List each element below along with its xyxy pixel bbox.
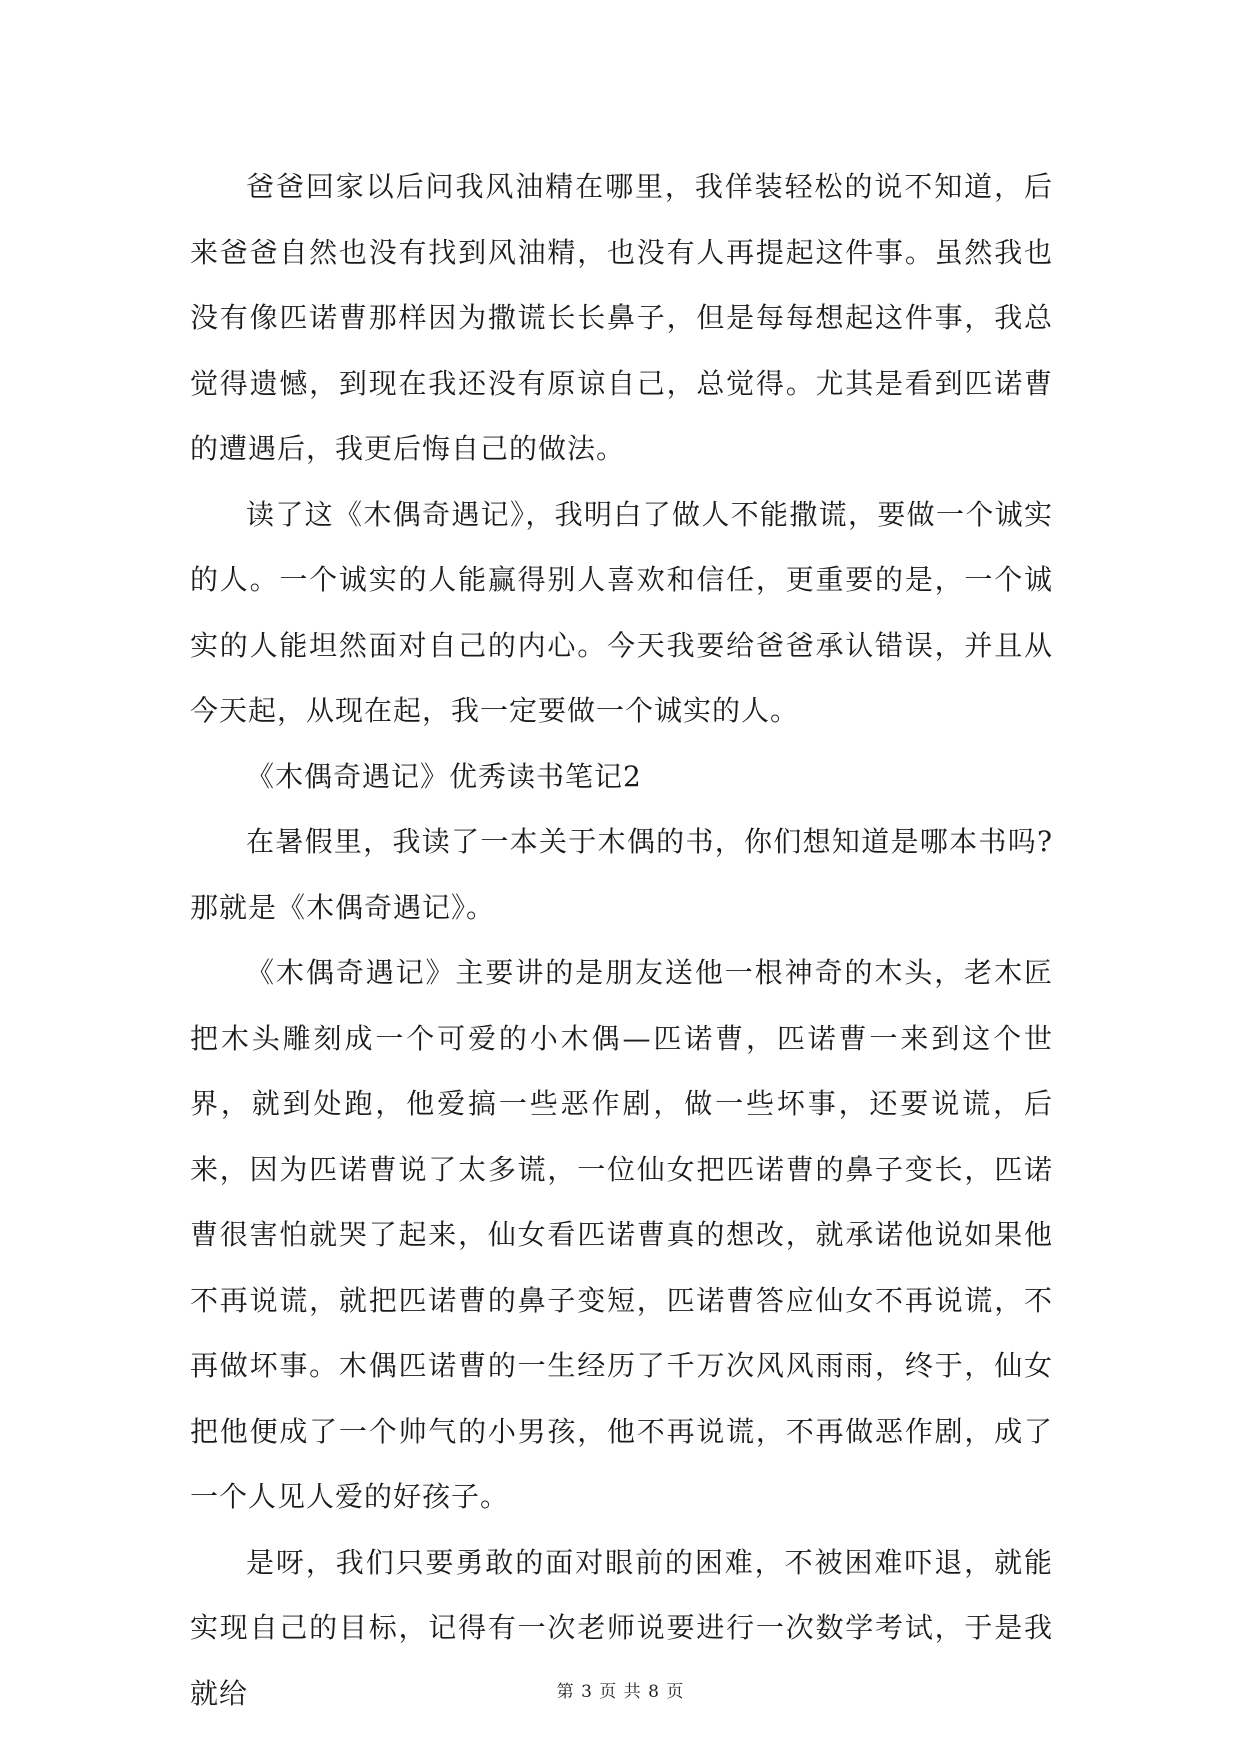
- paragraph: 《木偶奇遇记》主要讲的是朋友送他一根神奇的木头，老木匠把木头雕刻成一个可爱的小木偶—匹诺曹，匹诺曹一来到这个世界，就到处跑，他爱搞一些恶作剧，做一些坏事，还要说谎，后来，因为匹诺曹说了太多谎，一位仙女把匹诺曹的鼻子变长，匹诺曹很害怕就哭了起来，仙女看匹诺曹真的想改，就承诺他说如果他不再说谎，就把匹诺曹的鼻子变短，匹诺曹答应仙女不再说谎，不再做坏事。木偶匹诺曹的一生经历了千万次风风雨雨，终于，仙女把他便成了一个帅气的小男孩，他不再说谎，不再做恶作剧，成了一个人见人爱的好孩子。: [190, 956, 1053, 1513]
- paragraph: 爸爸回家以后问我风油精在哪里，我佯装轻松的说不知道，后来爸爸自然也没有找到风油精，也没有人再提起这件事。虽然我也没有像匹诺曹那样因为撒谎长长鼻子，但是每每想起这件事，我总觉得遗憾，到现在我还没有原谅自己，总觉得。尤其是看到匹诺曹的遭遇后，我更后悔自己的做法。: [190, 170, 1053, 465]
- page-number-footer: 第 3 页 共 8 页: [556, 1682, 685, 1702]
- document-body: [190, 154, 1053, 1726]
- paragraph: 在暑假里，我读了一本关于木偶的书，你们想知道是哪本书吗?那就是《木偶奇遇记》。: [190, 825, 1053, 924]
- section-heading: 《木偶奇遇记》优秀读书笔记2: [246, 759, 642, 793]
- paragraph: 读了这《木偶奇遇记》，我明白了做人不能撒谎，要做一个诚实的人。一个诚实的人能赢得别人喜欢和信任，更重要的是，一个诚实的人能坦然面对自己的内心。今天我要给爸爸承认错误，并且从今天起，从现在起，我一定要做一个诚实的人。: [190, 497, 1053, 727]
- paragraph: 是呀，我们只要勇敢的面对眼前的困难，不被困难吓退，就能实现自己的目标，记得有一次老师说要进行一次数学考试，于是我就给: [190, 1545, 1053, 1710]
